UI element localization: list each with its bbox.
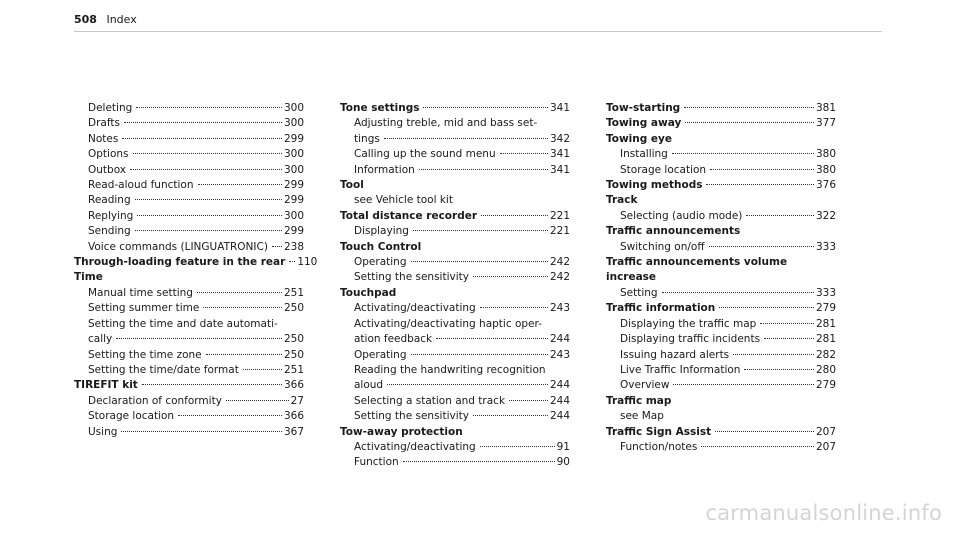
index-heading-entry: [606, 394, 836, 409]
entry-text: Read-aloud function: [88, 178, 196, 193]
leader-dots: [198, 184, 282, 185]
index-heading-entry: [340, 101, 570, 116]
leader-dots: [473, 415, 548, 416]
index-sub-entry: [74, 363, 304, 378]
leader-dots: [130, 169, 282, 170]
page-reference: 244: [549, 379, 570, 392]
index-heading-entry: [606, 425, 836, 440]
entry-text: Selecting (audio mode): [620, 209, 744, 224]
entry-text: Tone settings: [340, 101, 421, 116]
entry-text: Information: [354, 163, 417, 178]
index-sub-entry: [606, 209, 836, 224]
page-reference: 333: [815, 240, 836, 253]
index-sub-entry: [340, 440, 570, 455]
leader-dots: [136, 107, 282, 108]
index-heading-entry: [606, 270, 836, 285]
page-reference: 90: [556, 456, 570, 469]
page-reference: 279: [815, 379, 836, 392]
page-reference: 341: [549, 163, 570, 176]
page-reference: 207: [815, 440, 836, 453]
page-reference: 244: [549, 333, 570, 346]
entry-text: Towing methods: [606, 178, 704, 193]
entry-text: Notes: [88, 132, 120, 147]
entry-text: Setting summer time: [88, 301, 201, 316]
index-sub-entry: [74, 317, 304, 332]
index-sub-entry: [74, 332, 304, 347]
leader-dots: [480, 307, 548, 308]
index-heading-entry: [606, 224, 836, 239]
entry-text: Live Traffic Information: [620, 363, 742, 378]
entry-text: Sending: [88, 224, 133, 239]
page-reference: 366: [283, 410, 304, 423]
leader-dots: [387, 384, 548, 385]
page-reference: 300: [283, 102, 304, 114]
index-sub-entry: [340, 348, 570, 363]
page-reference: 299: [283, 132, 304, 145]
index-sub-entry: [74, 163, 304, 178]
entry-text: Track: [606, 194, 638, 207]
page-reference: 244: [549, 410, 570, 423]
leader-dots: [122, 138, 282, 139]
entry-text: Function/notes: [620, 440, 699, 455]
leader-dots: [116, 338, 282, 339]
index-sub-entry: [606, 147, 836, 162]
page-reference: 238: [283, 240, 304, 253]
entry-text: cally: [88, 332, 114, 347]
entry-text: Setting the time/date format: [88, 363, 241, 378]
entry-text: Towing away: [606, 116, 683, 131]
entry-text: ation feedback: [354, 332, 434, 347]
index-sub-entry: [340, 317, 570, 332]
index-heading-entry: [606, 116, 836, 131]
index-column-3: [606, 101, 836, 455]
leader-dots: [744, 369, 814, 370]
entry-text: Voice commands (LINGUATRONIC): [88, 240, 270, 255]
leader-dots: [206, 354, 282, 355]
index-sub-entry: [74, 301, 304, 316]
leader-dots: [197, 292, 282, 293]
entry-text: aloud: [354, 378, 385, 393]
page-reference: 207: [815, 425, 836, 438]
entry-text: Setting the sensitivity: [354, 270, 471, 285]
page-reference: 300: [283, 148, 304, 161]
index-sub-entry: [606, 286, 836, 301]
leader-dots: [684, 107, 814, 108]
entry-text: Reading the handwriting recognition: [354, 363, 546, 376]
leader-dots: [411, 261, 548, 262]
index-sub-entry: [606, 317, 836, 332]
index-heading-entry: [340, 286, 570, 301]
page-reference: 244: [549, 394, 570, 407]
index-sub-entry: [74, 224, 304, 239]
entry-text: Setting the time zone: [88, 348, 204, 363]
entry-text: Tool: [340, 179, 364, 192]
page-reference: 366: [283, 379, 304, 392]
index-sub-entry: [340, 270, 570, 285]
entry-text: Total distance recorder: [340, 209, 479, 224]
index-sub-entry: [74, 348, 304, 363]
entry-text: Installing: [620, 147, 670, 162]
page-reference: 367: [283, 425, 304, 438]
page-reference: 242: [549, 271, 570, 284]
entry-text: Displaying traffic incidents: [620, 332, 762, 347]
entry-text: increase: [606, 271, 657, 284]
index-sub-entry: [340, 301, 570, 316]
page-reference: 221: [549, 209, 570, 222]
entry-text: Displaying: [354, 224, 411, 239]
index-sub-entry: [74, 147, 304, 162]
entry-text: Calling up the sound menu: [354, 147, 498, 162]
page-reference: 27: [290, 394, 304, 407]
leader-dots: [436, 338, 548, 339]
entry-text: Setting the time and date automati-: [88, 317, 278, 330]
index-sub-entry: [606, 163, 836, 178]
page-reference: 282: [815, 348, 836, 361]
index-heading-entry: [74, 255, 318, 270]
leader-dots: [137, 215, 282, 216]
index-sub-entry: [606, 240, 836, 255]
leader-dots: [764, 338, 814, 339]
page-reference: 251: [283, 286, 304, 299]
entry-text: Traffic information: [606, 301, 717, 316]
entry-text: Traffic Sign Assist: [606, 425, 713, 440]
entry-text: Adjusting treble, mid and bass set-: [354, 117, 538, 130]
page-reference: 299: [283, 225, 304, 238]
entry-text: Activating/deactivating: [354, 440, 478, 455]
index-sub-entry: [74, 209, 304, 224]
index-sub-entry: [606, 440, 836, 455]
index-sub-entry: [340, 455, 570, 470]
index-heading-entry: [74, 270, 304, 285]
leader-dots: [411, 354, 548, 355]
index-column-2: [340, 101, 570, 471]
index-sub-entry: [340, 224, 570, 239]
entry-text: Setting: [620, 286, 660, 301]
index-heading-entry: [606, 255, 836, 270]
page-reference: 279: [815, 302, 836, 315]
leader-dots: [142, 384, 282, 385]
page-reference: 342: [549, 132, 570, 145]
entry-text: Traffic map: [606, 394, 672, 407]
leader-dots: [500, 153, 548, 154]
leader-dots: [289, 261, 295, 262]
leader-dots: [403, 461, 555, 462]
page-reference: 380: [815, 163, 836, 176]
entry-text: Displaying the traffic map: [620, 317, 758, 332]
index-heading-entry: [340, 425, 570, 440]
entry-text: Drafts: [88, 116, 122, 131]
entry-text: Time: [74, 271, 103, 284]
index-heading-entry: [606, 178, 836, 193]
index-sub-entry: [606, 332, 836, 347]
entry-text: Touch Control: [340, 240, 422, 253]
entry-text: Storage location: [88, 409, 176, 424]
page-reference: 251: [283, 363, 304, 376]
entry-text: Tow-away protection: [340, 425, 463, 438]
page-reference: 243: [549, 302, 570, 315]
entry-text: tings: [354, 132, 382, 147]
index-column-1: [74, 101, 318, 440]
index-sub-entry: [340, 147, 570, 162]
leader-dots: [509, 400, 548, 401]
page-reference: 250: [283, 333, 304, 346]
leader-dots: [178, 415, 282, 416]
index-sub-entry: [74, 286, 304, 301]
entry-text: see Vehicle tool kit: [354, 194, 453, 207]
entry-text: Replying: [88, 209, 135, 224]
index-heading-entry: [606, 101, 836, 116]
entry-text: see Map: [620, 410, 664, 423]
page-reference: 376: [815, 179, 836, 192]
leader-dots: [384, 138, 548, 139]
index-heading-entry: [606, 193, 836, 208]
entry-text: Operating: [354, 348, 409, 363]
page-reference: 322: [815, 209, 836, 222]
page-reference: 300: [283, 117, 304, 130]
page-reference: 341: [549, 102, 570, 114]
entry-text: Activating/deactivating haptic oper-: [354, 317, 542, 330]
index-sub-entry: [74, 394, 304, 409]
index-sub-entry: [606, 348, 836, 363]
entry-text: Issuing hazard alerts: [620, 348, 731, 363]
page-reference: 221: [549, 225, 570, 238]
page-reference: 110: [297, 256, 318, 269]
leader-dots: [685, 122, 814, 123]
entry-text: Storage location: [620, 163, 708, 178]
index-sub-entry: [340, 163, 570, 178]
index-heading-entry: [340, 240, 570, 255]
index-sub-entry: [74, 116, 304, 131]
page-reference: 242: [549, 256, 570, 269]
page-reference: 300: [283, 163, 304, 176]
entry-text: Setting the sensitivity: [354, 409, 471, 424]
index-sub-entry: [74, 193, 304, 208]
entry-text: Declaration of conformity: [88, 394, 224, 409]
page-header: [74, 13, 137, 27]
entry-text: Towing eye: [606, 132, 673, 145]
index-sub-entry: [340, 116, 570, 131]
entry-text: Overview: [620, 378, 671, 393]
leader-dots: [135, 199, 282, 200]
entry-text: Switching on/off: [620, 240, 707, 255]
page-reference: 380: [815, 148, 836, 161]
leader-dots: [272, 246, 282, 247]
page-reference: 281: [815, 333, 836, 346]
entry-text: Selecting a station and track: [354, 394, 507, 409]
entry-text: Using: [88, 425, 119, 440]
page-number: 508: [74, 13, 97, 26]
leader-dots: [760, 323, 814, 324]
leader-dots: [701, 446, 814, 447]
leader-dots: [480, 446, 555, 447]
page-reference: 341: [549, 148, 570, 161]
index-sub-entry: [340, 193, 570, 208]
entry-text: Outbox: [88, 163, 128, 178]
index-sub-entry: [74, 132, 304, 147]
page-reference: 91: [556, 440, 570, 453]
leader-dots: [733, 354, 814, 355]
leader-dots: [481, 215, 548, 216]
entry-text: Traffic announcements: [606, 225, 741, 238]
leader-dots: [715, 431, 814, 432]
index-sub-entry: [74, 101, 304, 116]
index-sub-entry: [74, 178, 304, 193]
leader-dots: [706, 184, 813, 185]
leader-dots: [413, 230, 548, 231]
entry-text: Reading: [88, 193, 133, 208]
leader-dots: [662, 292, 814, 293]
index-sub-entry: [340, 332, 570, 347]
index-heading-entry: [606, 301, 836, 316]
leader-dots: [719, 307, 814, 308]
leader-dots: [135, 230, 282, 231]
entry-text: Tow-starting: [606, 101, 682, 116]
index-sub-entry: [340, 363, 570, 378]
index-heading-entry: [74, 378, 304, 393]
leader-dots: [672, 153, 814, 154]
watermark-text: carmanualsonline.info: [705, 501, 942, 525]
page-reference: 250: [283, 302, 304, 315]
leader-dots: [419, 169, 548, 170]
leader-dots: [226, 400, 289, 401]
entry-text: Traffic announcements volume: [606, 256, 788, 269]
page-reference: 281: [815, 317, 836, 330]
leader-dots: [746, 215, 814, 216]
leader-dots: [133, 153, 282, 154]
entry-text: Manual time setting: [88, 286, 195, 301]
entry-text: Touchpad: [340, 286, 397, 299]
index-sub-entry: [606, 409, 836, 424]
page-reference: 381: [815, 102, 836, 114]
index-sub-entry: [340, 255, 570, 270]
index-heading-entry: [340, 178, 570, 193]
leader-dots: [473, 276, 548, 277]
page-reference: 333: [815, 286, 836, 299]
index-sub-entry: [606, 378, 836, 393]
index-heading-entry: [340, 209, 570, 224]
entry-text: Through-loading feature in the rear: [74, 255, 287, 270]
header-divider: [74, 31, 882, 32]
leader-dots: [673, 384, 814, 385]
index-heading-entry: [606, 132, 836, 147]
page-reference: 299: [283, 194, 304, 207]
entry-text: TIREFIT kit: [74, 378, 140, 393]
index-sub-entry: [74, 425, 304, 440]
leader-dots: [121, 431, 282, 432]
page-reference: 280: [815, 363, 836, 376]
index-sub-entry: [74, 240, 304, 255]
page-reference: 299: [283, 179, 304, 192]
entry-text: Function: [354, 455, 401, 470]
page-reference: 300: [283, 209, 304, 222]
entry-text: Deleting: [88, 101, 134, 116]
leader-dots: [124, 122, 282, 123]
index-sub-entry: [340, 394, 570, 409]
leader-dots: [709, 246, 814, 247]
leader-dots: [423, 107, 547, 108]
index-sub-entry: [340, 378, 570, 393]
page-reference: 250: [283, 348, 304, 361]
entry-text: Options: [88, 147, 131, 162]
page-reference: 243: [549, 348, 570, 361]
entry-text: Activating/deactivating: [354, 301, 478, 316]
leader-dots: [710, 169, 814, 170]
leader-dots: [203, 307, 282, 308]
index-sub-entry: [340, 409, 570, 424]
entry-text: Operating: [354, 255, 409, 270]
section-title: Index: [106, 13, 137, 26]
index-sub-entry: [340, 132, 570, 147]
leader-dots: [243, 369, 282, 370]
page-reference: 377: [815, 117, 836, 130]
index-sub-entry: [606, 363, 836, 378]
index-sub-entry: [74, 409, 304, 424]
